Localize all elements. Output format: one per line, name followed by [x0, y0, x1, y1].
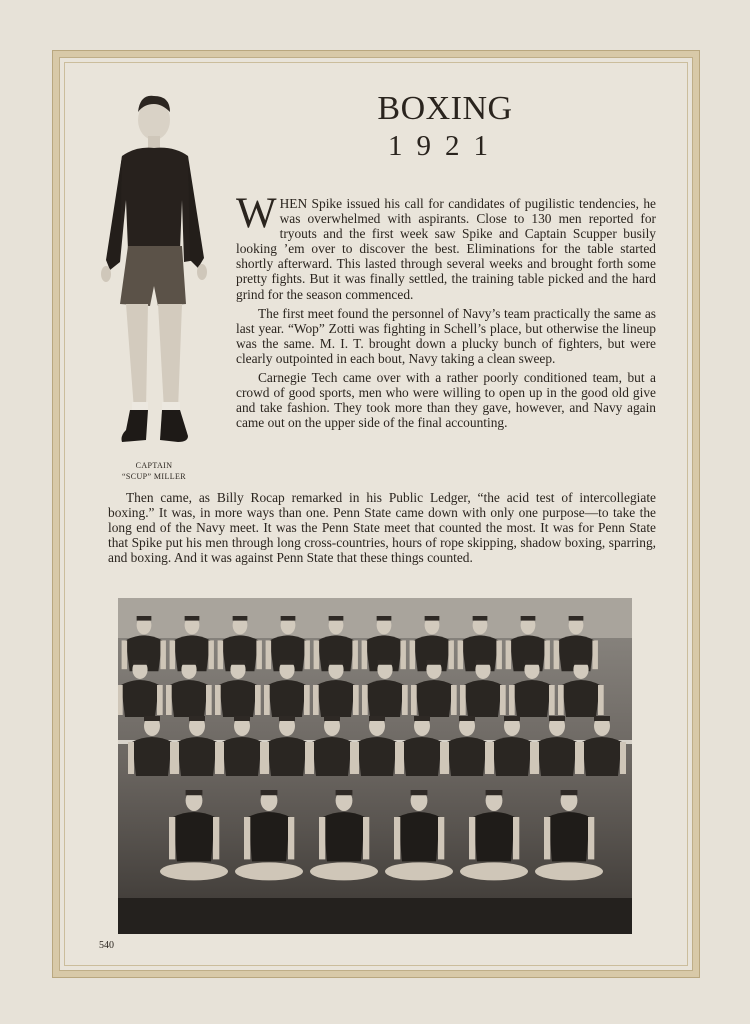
caption-rank: CAPTAIN — [135, 461, 173, 470]
article-column — [236, 190, 656, 431]
paragraph-3: Carnegie Tech came over with a rather poorly conditioned team, but a crowd of good sports, men who were willing to open up in the good old give and take fashion. They took more than they gave, however, and Navy again came out on the upper side of the final accounting. — [236, 370, 656, 431]
team-photograph — [118, 598, 632, 934]
paragraph-2: The first meet found the personnel of Navy’s team practically the same as last year. “Wop” Zotti was fighting in Schell’s place, but otherwise the lineup was the same. M. I. T. brought down a plucky bunch of fighters, but were clearly outpointed in each bout, Navy taking a clean sweep. — [236, 305, 656, 366]
drop-cap: W — [236, 190, 277, 237]
article-wide-text — [108, 490, 656, 565]
paragraph-1 — [236, 190, 656, 302]
portrait-caption — [92, 460, 216, 482]
caption-name: “SCUP” MILLER — [121, 472, 187, 481]
page-title: BOXING — [377, 90, 513, 127]
page-number: 540 — [99, 940, 114, 951]
paragraph-1-text: HEN Spike issued his call for candidates of pugilistic tendencies, he was overwhelmed with aspirants. Close to 130 men reported for tryouts and the first week saw Spike and Captain Scupper busily looking ’em over to discover the best. Eliminations for the table started shortly afterward. This lasted through several weeks and brought forth some pretty fights. But it was finally settled, the training table picked and the hard grind for the season commenced. — [236, 196, 656, 302]
captain-portrait — [92, 90, 212, 450]
paragraph-4: Then came, as Billy Rocap remarked in his Public Ledger, “the acid test of intercollegiate boxing.” It was, in more ways than one. Penn State came down with only one purpose—to take the long end of the Navy meet. It was the Penn State meet that counted the most. It was for Penn State that Spike put his men through long cross-countries, hours of rope skipping, shadow boxing, sparring, and boxing. And it was against Penn State that these things counted. — [108, 490, 656, 566]
page-year: 1921 — [388, 130, 502, 162]
